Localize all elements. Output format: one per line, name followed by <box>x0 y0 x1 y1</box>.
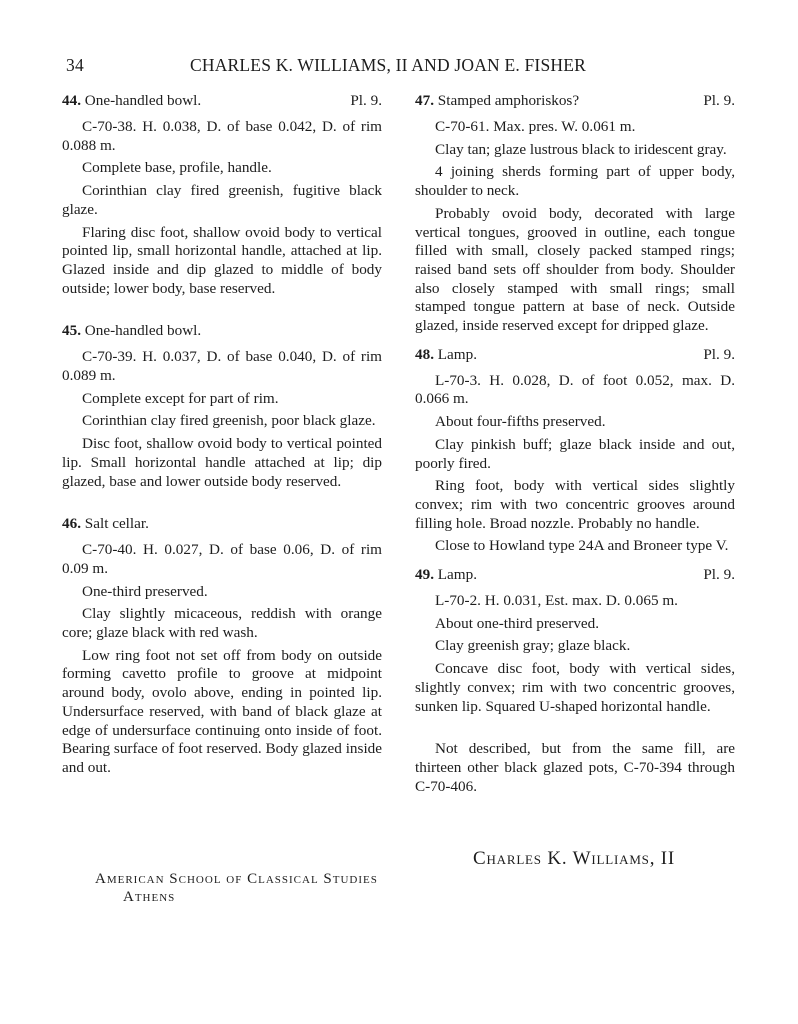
inventory-line: C-70-61. Max. pres. W. 0.061 m. <box>435 118 636 135</box>
entry-name: One-handled bowl. <box>84 92 202 109</box>
entry-number: 48. <box>415 345 434 363</box>
inventory-line: L-70-2. H. 0.031, Est. max. D. 0.065 m. <box>435 592 678 610</box>
catalog-entry-44 <box>62 92 382 298</box>
entry-heading <box>62 322 382 342</box>
left-column <box>62 92 382 778</box>
plate-reference: Pl. 9. <box>703 345 735 363</box>
fabric-line: Clay tan; glaze lustrous black to iridescent gray. <box>435 140 727 158</box>
entry-number: 45. <box>62 322 81 340</box>
inventory-line: C-70-40. H. 0.027, D. of base 0.06, D. of rim 0.09 m. <box>62 541 382 577</box>
entry-number: 49. <box>415 566 434 584</box>
entry-name: Stamped amphoriskos? <box>437 92 580 109</box>
preservation-line: 4 joining sherds forming part of upper body, shoulder to neck. <box>415 163 735 200</box>
entry-heading <box>415 92 735 112</box>
entry-name: Lamp. <box>437 345 478 363</box>
entry-name: One-handled bowl. <box>84 322 202 340</box>
description-paragraph: Probably ovoid body, decorated with large vertical tongues, grooved in outline, each tongue filled with small, closely packed stamped rings; raised band sets off shoulder from body. Shoulder also closely stamped with small rings; small stamped tongue pattern at base of neck. Outside glazed, inside reserved except for dripped glaze. <box>415 204 735 335</box>
entry-spacer <box>62 491 382 515</box>
page-number: 34 <box>66 55 84 75</box>
entry-number: 46. <box>62 515 81 533</box>
preservation-line: One-third preserved. <box>82 582 208 600</box>
preservation-line: About one-third preserved. <box>435 614 600 632</box>
entry-heading <box>415 346 735 366</box>
entry-number: 44. <box>62 92 81 109</box>
author-affiliation <box>95 870 415 906</box>
fabric-line: Corinthian clay fired greenish, poor black glaze. <box>82 412 376 430</box>
author-signature: Charles K. Williams, II <box>473 848 676 869</box>
description-paragraph: Flaring disc foot, shallow ovoid body to vertical pointed lip, small horizontal handle, attached at lip. Glazed inside and dip glazed to middle of body outside; lower body, base reserved. <box>62 223 382 297</box>
preservation-line: About four-fifths preserved. <box>435 413 606 431</box>
catalog-entry-45 <box>62 322 382 491</box>
plate-reference: Pl. 9. <box>350 92 382 109</box>
inventory-line: C-70-38. H. 0.038, D. of base 0.042, D. of rim 0.088 m. <box>62 118 382 154</box>
catalog-entry-49 <box>415 566 735 716</box>
entry-number: 47. <box>415 92 434 109</box>
preservation-line: Complete base, profile, handle. <box>82 159 272 177</box>
plate-reference: Pl. 9. <box>703 92 735 109</box>
entry-heading <box>62 515 382 535</box>
institution-city: Athens <box>123 889 176 905</box>
fabric-line: Corinthian clay fired greenish, fugitive black glaze. <box>62 182 382 218</box>
entry-spacer <box>415 336 735 346</box>
catalog-entry-48 <box>415 346 735 556</box>
inventory-line: L-70-3. H. 0.028, D. of foot 0.052, max. D. 0.066 m. <box>415 371 735 408</box>
inventory-line: C-70-39. H. 0.037, D. of base 0.040, D. of rim 0.089 m. <box>62 348 382 385</box>
description-paragraph: Disc foot, shallow ovoid body to vertical pointed lip. Small horizontal handle attached at lip; dip glazed, base and lower outside body reserved. <box>62 435 382 490</box>
right-column <box>415 92 735 796</box>
description-paragraph: Concave disc foot, body with vertical sides, slightly convex; rim with two concentric grooves, sunken lip. Squared U-shaped horizontal handle. <box>415 660 735 715</box>
description-paragraph: Ring foot, body with vertical sides slightly convex; rim with two concentric grooves around filling hole. Broad nozzle. Probably no handle. <box>415 477 735 532</box>
plate-reference: Pl. 9. <box>703 566 735 584</box>
description-paragraph: Low ring foot not set off from body on outside forming cavetto profile to groove at midpoint around body, ovolo above, ending in pointed lip. Undersurface reserved, with band of black glaze at edge of undersurface continuing onto inside of foot. Bearing surface of foot reserved. Body glazed inside and out. <box>62 646 382 776</box>
entry-spacer <box>415 556 735 566</box>
fabric-line: Clay pinkish buff; glaze black inside and out, poorly fired. <box>415 435 735 472</box>
fabric-line: Clay greenish gray; glaze black. <box>435 637 631 655</box>
comparanda-line: Close to Howland type 24A and Broneer type V. <box>435 537 729 555</box>
entry-name: Lamp. <box>437 566 478 584</box>
entry-spacer <box>415 716 735 740</box>
running-head <box>66 55 746 81</box>
catalog-entry-47 <box>415 92 735 336</box>
entry-heading <box>62 92 382 112</box>
preservation-line: Complete except for part of rim. <box>82 389 279 407</box>
closing-note: Not described, but from the same fill, are thirteen other black glazed pots, C-70-394 through C-70-406. <box>415 740 735 795</box>
fabric-line: Clay slightly micaceous, reddish with orange core; glaze black with red wash. <box>62 605 382 642</box>
entry-heading <box>415 566 735 586</box>
institution-name: American School of Classical Studies <box>95 871 378 887</box>
entry-name: Salt cellar. <box>84 515 149 533</box>
header-title: CHARLES K. WILLIAMS, II AND JOAN E. FISHER <box>190 55 586 75</box>
entry-spacer <box>62 298 382 322</box>
catalog-entry-46 <box>62 515 382 777</box>
